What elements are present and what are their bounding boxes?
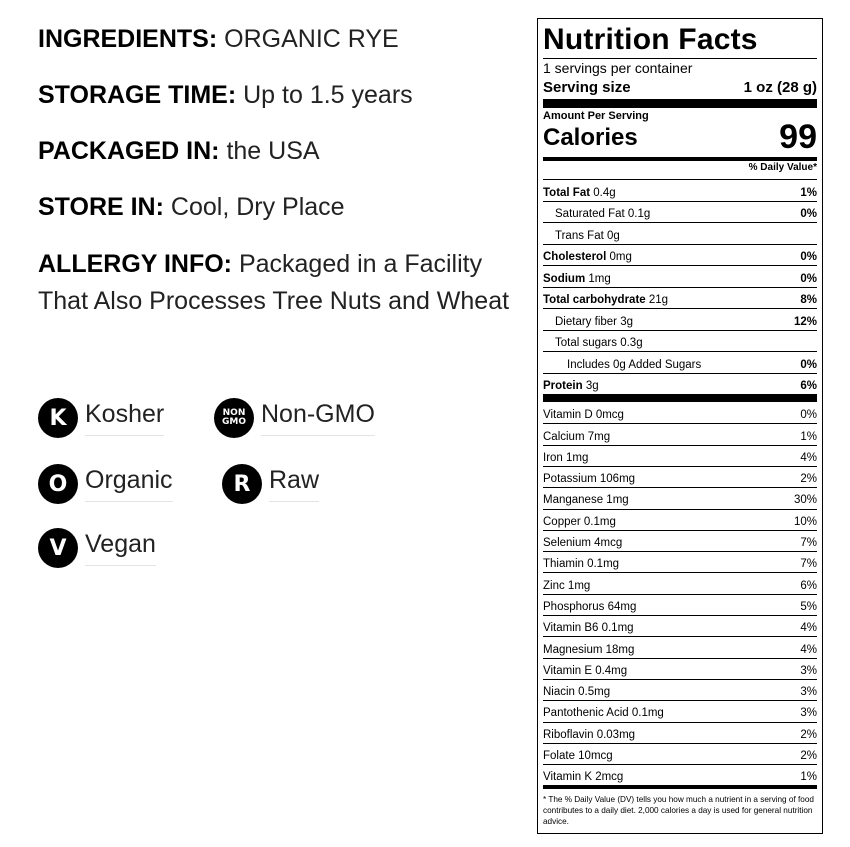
vitamin-daily-value: 7% [800, 537, 817, 550]
vitamin-name: Folate 10mcg [543, 750, 613, 763]
allergy-info-line [38, 246, 518, 320]
raw-icon: R [222, 464, 262, 504]
vitamin-row [543, 764, 817, 785]
vitamin-name: Calcium 7mg [543, 430, 611, 443]
vitamin-name: Vitamin D 0mcg [543, 409, 624, 422]
nutrient-row [543, 201, 817, 223]
store-in-label: STORE IN: [38, 193, 164, 221]
ingredients-value: ORGANIC RYE [224, 25, 399, 53]
vitamin-row [543, 551, 817, 572]
nutrient-name: Protein 3g [543, 380, 599, 392]
vitamin-row [543, 636, 817, 657]
nutrient-daily-value: 0% [800, 358, 817, 371]
nutrient-name: Sodium 1mg [543, 272, 611, 285]
kosher-label: Kosher [85, 400, 164, 436]
calories-label: Calories [543, 124, 638, 151]
vitamin-daily-value: 6% [800, 579, 817, 592]
nutrition-title: Nutrition Facts [543, 23, 758, 56]
nutrient-daily-value: 12% [793, 315, 817, 328]
nutrient-name: Includes 0g Added Sugars [567, 358, 702, 371]
badge-non-gmo [214, 398, 375, 438]
vitamin-name: Manganese 1mg [543, 494, 629, 507]
vegan-icon: V [38, 528, 78, 568]
vitamin-row [543, 679, 817, 700]
nutrient-row [543, 244, 817, 266]
vitamin-daily-value: 10% [793, 515, 817, 528]
vitamin-daily-value: 4% [800, 622, 817, 635]
thick-divider [543, 99, 817, 108]
vitamin-row [543, 423, 817, 444]
servings-per-container: 1 servings per container [543, 60, 693, 76]
badge-vegan [38, 528, 156, 568]
raw-label: Raw [269, 466, 319, 502]
footnote: * The % Daily Value (DV) tells you how much a nutrient in a serving of food contributes to a daily diet. 2,000 calories a day is used for general nutrition advice. [543, 795, 814, 826]
vitamin-name: Riboflavin 0.03mg [543, 728, 636, 741]
vitamin-row [543, 615, 817, 636]
allergy-value: Packaged in a Facility That Also Processes Tree Nuts and Wheat [38, 250, 510, 315]
medium-divider [543, 157, 817, 161]
vitamin-daily-value: 4% [800, 451, 817, 464]
nutrient-daily-value: 0% [800, 251, 817, 263]
nutrient-row [543, 222, 817, 244]
storage-time-value: Up to 1.5 years [243, 81, 413, 109]
vegan-label: Vegan [85, 530, 156, 566]
thick-divider [543, 785, 817, 789]
nutrient-name: Dietary fiber 3g [555, 315, 633, 328]
nutrient-name: Total sugars 0.3g [555, 337, 643, 349]
vitamin-name: Copper 0.1mg [543, 515, 616, 528]
kosher-icon: K [38, 398, 78, 438]
nutrient-name: Total Fat 0.4g [543, 186, 616, 199]
nutrient-daily-value: 0% [800, 272, 817, 285]
vitamin-row [543, 402, 817, 423]
badge-kosher [38, 398, 164, 438]
vitamin-daily-value: 0% [800, 409, 817, 422]
nutrient-daily-value: 8% [800, 294, 817, 306]
thick-divider [543, 394, 817, 402]
vitamin-row [543, 466, 817, 487]
nutrient-daily-value: 1% [800, 186, 817, 199]
vitamin-daily-value: 3% [800, 686, 817, 699]
amount-per-serving: Amount Per Serving [543, 110, 649, 122]
vitamin-name: Niacin 0.5mg [543, 686, 611, 699]
nutrient-name: Saturated Fat 0.1g [555, 208, 651, 220]
vitamin-row [543, 722, 817, 743]
nutrient-row [543, 179, 817, 201]
vitamin-daily-value: 2% [800, 473, 817, 486]
ingredients-line [38, 21, 399, 58]
vitamin-row [543, 509, 817, 530]
vitamin-name: Phosphorus 64mg [543, 600, 637, 613]
store-in-value: Cool, Dry Place [170, 193, 345, 221]
nutrient-daily-value: 6% [800, 380, 817, 392]
nutrient-name: Total carbohydrate 21g [543, 294, 669, 306]
vitamin-name: Vitamin K 2mcg [543, 771, 624, 784]
vitamin-row [543, 658, 817, 679]
serving-size-value: 1 oz (28 g) [743, 79, 817, 96]
nutrient-row [543, 287, 817, 309]
non-gmo-label: Non-GMO [261, 400, 375, 436]
vitamin-name: Zinc 1mg [543, 579, 591, 592]
daily-value-header: % Daily Value* [748, 162, 817, 173]
serving-size-label: Serving size [543, 79, 631, 96]
vitamin-name: Thiamin 0.1mg [543, 558, 620, 571]
packaged-in-value: the USA [226, 137, 320, 165]
vitamin-row [543, 572, 817, 593]
organic-label: Organic [85, 466, 173, 502]
vitamin-name: Selenium 4mcg [543, 537, 623, 550]
vitamin-row [543, 700, 817, 721]
vitamin-daily-value: 2% [800, 750, 817, 763]
allergy-label: ALLERGY INFO: [38, 250, 232, 278]
vitamin-daily-value: 7% [800, 558, 817, 571]
vitamin-row [543, 487, 817, 508]
nutrient-daily-value: 0% [800, 208, 817, 220]
non-gmo-icon: NON GMO [214, 398, 254, 438]
vitamin-daily-value: 1% [800, 771, 817, 784]
vitamin-name: Magnesium 18mg [543, 643, 635, 656]
nutrient-row [543, 351, 817, 373]
ingredients-label: INGREDIENTS: [38, 25, 218, 53]
vitamin-daily-value: 2% [800, 728, 817, 741]
vitamin-daily-value: 3% [800, 664, 817, 677]
organic-icon: O [38, 464, 78, 504]
badge-organic [38, 464, 173, 504]
calories-value: 99 [779, 118, 817, 156]
storage-time-line [38, 77, 413, 114]
nutrient-row [543, 373, 817, 395]
nutrient-name: Cholesterol 0mg [543, 251, 632, 263]
divider [543, 58, 817, 59]
store-in-line [38, 189, 345, 226]
vitamin-name: Iron 1mg [543, 451, 589, 464]
nutrition-facts-panel [537, 18, 823, 834]
vitamin-daily-value: 4% [800, 643, 817, 656]
nutrient-row [543, 308, 817, 330]
packaged-in-line [38, 133, 320, 170]
vitamin-name: Pantothenic Acid 0.1mg [543, 707, 664, 720]
vitamin-row [543, 530, 817, 551]
vitamin-daily-value: 5% [800, 600, 817, 613]
nutrient-row [543, 330, 817, 352]
vitamin-daily-value: 1% [800, 430, 817, 443]
nutrient-row [543, 265, 817, 287]
vitamin-name: Vitamin E 0.4mg [543, 664, 628, 677]
packaged-in-label: PACKAGED IN: [38, 137, 220, 165]
vitamin-row [543, 445, 817, 466]
vitamin-daily-value: 30% [793, 494, 817, 507]
vitamin-name: Vitamin B6 0.1mg [543, 622, 634, 635]
badge-raw [222, 464, 319, 504]
vitamin-name: Potassium 106mg [543, 473, 636, 486]
vitamin-row [543, 594, 817, 615]
nutrient-name: Trans Fat 0g [555, 229, 620, 242]
storage-time-label: STORAGE TIME: [38, 81, 237, 109]
vitamin-daily-value: 3% [800, 707, 817, 720]
vitamin-row [543, 743, 817, 764]
